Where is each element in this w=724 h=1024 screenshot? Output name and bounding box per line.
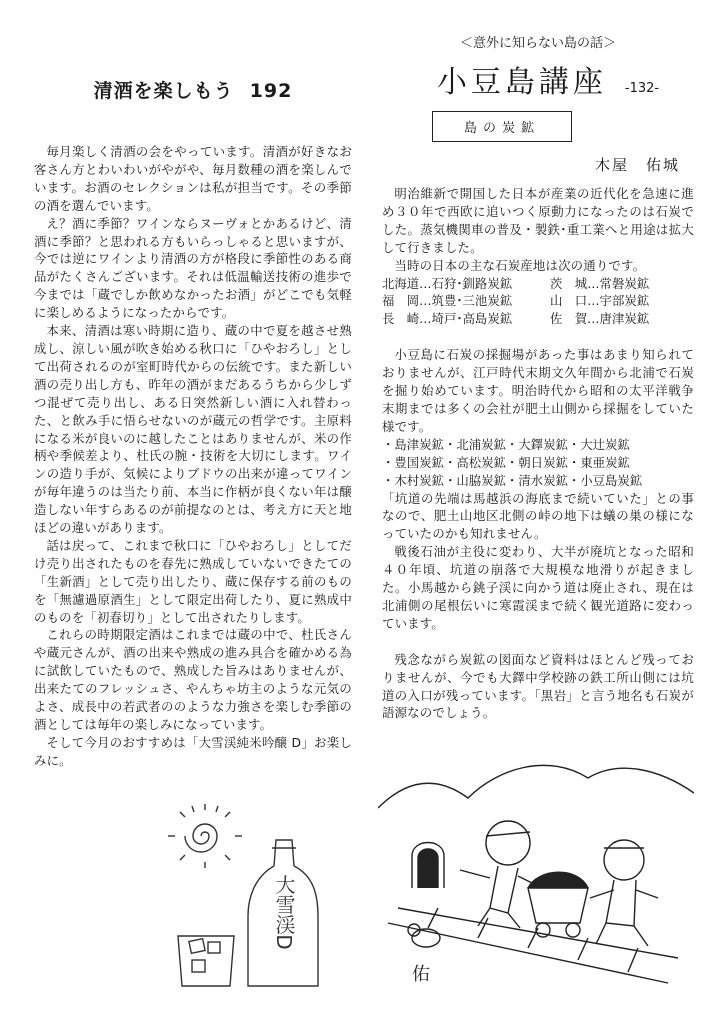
intro-paragraph: 当時の日本の主な石炭産地は次の通りです。 xyxy=(394,257,646,273)
coal-site-row xyxy=(382,310,694,328)
sake-paragraph: 毎月楽しく清酒の会をやっています。清酒が好きなお客さん方とわいわいがやがや、毎月数種の酒を楽しんでいます。お酒のセレクションは私が担当です。その季節の酒を選んでいます。 xyxy=(34,144,352,213)
coal-site-row xyxy=(382,292,694,310)
coal-site-list xyxy=(382,275,694,329)
mine-list-item: ・木村炭鉱・山脇炭鉱・清水炭鉱・小豆島炭鉱 xyxy=(382,472,643,488)
coal-site: 長 崎…埼戸･高島炭鉱 xyxy=(382,311,513,327)
sake-title-number: 192 xyxy=(249,80,293,102)
sake-paragraph: 本来、清酒は寒い時期に造り、蔵の中で夏を越させ熟成し、涼しい風が吹き始める秋口に「ひやおろし」として出荷されるのが室町時代からの伝統です。また新しい酒の売り出し方も、昨年の酒がまだあるうちから少しずつ混ぜて売り出し、ある日突然新しい酒に入れ替わった、と飲み手に悟らせないのが蔵元の哲学です。主原料になる米が良いのに越したことはありませんが、米の作柄や季候差より、杜氏の腕・技術を大切にします。ワインの造り手が、気候によりブドウの出来が違ってワインが毎年違うのは当たり前、本当に作柄が良くない年は醸造しない年すらあるのが前提なのとは、考え方に天と地ほどの違いがあります。 xyxy=(34,323,352,536)
coal-site: 佐 賀…唐津炭鉱 xyxy=(550,311,650,327)
sake-paragraph: そして今月のおすすめは「大雪渓純米吟醸 D」お楽しみに。 xyxy=(34,734,352,768)
column-header xyxy=(382,57,694,101)
sake-column-title xyxy=(34,76,352,103)
sake-paragraph: え？酒に季節？ワインならヌーヴォとかあるけど、清酒に季節？と思われる方もいらっしゃると思いますが、今では逆にワインより清酒の方が格段に季節性のある商品がたくさんございます。それは低温輸送技術の進歩で今までは「蔵でしか飲めなかったお酒」がどこでも気軽に楽しめるようになったからです。 xyxy=(34,215,352,321)
artist-signature: 佑 xyxy=(412,964,430,985)
bottle-label: 大雪渓D xyxy=(272,874,296,950)
mine-list-item: ・豊国炭鉱・高松炭鉱・朝日炭鉱・東亜炭鉱 xyxy=(382,454,630,470)
shodoshima-column xyxy=(382,32,694,722)
sake-paragraph: 話は戻って、これまで秋口に「ひやおろし」としてだけ売り出されたものを春先に熟成していないできたての「生新酒」として売り出したり、蔵に保存する前のものを「無濾過原酒生」として限定出荷したり、夏に熟成中のものを「初春切り」として出されたりします。 xyxy=(34,537,352,625)
series-subtitle: ＜意外に知らない島の話＞ xyxy=(459,36,616,51)
mine-list-item: ・島津炭鉱・北浦炭鉱・大鐸炭鉱・大辻炭鉱 xyxy=(382,436,630,452)
coal-site: 福 岡…筑豊･三池炭鉱 xyxy=(382,293,513,309)
topic-box: 島の炭鉱 xyxy=(432,111,572,142)
history-paragraph: 小豆島に石炭の採掘場があった事はあまり知られておりませんが、江戸時代末期文久年間から北浦で石炭を掘り始めています。明治時代から昭和の太平洋戦争末期までは多くの会社が肥土山側から採掘をしていた様です。 xyxy=(382,347,694,434)
coal-site-row xyxy=(382,275,694,293)
sake-bottle-drawing xyxy=(168,836,338,996)
author-name: 木屋 佑城 xyxy=(594,156,680,174)
coal-site: 茨 城…常磐炭鉱 xyxy=(550,275,650,291)
column-title: 小豆島講座 xyxy=(436,65,607,100)
sake-paragraph: これらの時期限定酒はこれまでは蔵の中で、杜氏さんや蔵元さんが、酒の出来や熟成の進み具合を確かめる為に試飲していたもので、熟成した旨みはありませんが、出来たてのフレッシュさ、やんちゃ坊主のような元気のよさ、成長中の若武者ののような力強さを楽しむ季節の酒としては毎年の楽しみになっています。 xyxy=(34,627,352,732)
coal-site: 北海道…石狩･釧路炭鉱 xyxy=(382,275,513,291)
issue-number: -132- xyxy=(624,81,660,96)
coal-site: 山 口…宇部炭鉱 xyxy=(550,293,650,309)
postwar-paragraph: 戦後石油が主役に変わり、大半が廃坑となった昭和４０年頃、坑道の崩落で大規模な地滑りが起きました。小馬越から銚子渓に向かう道は廃止され、現在は北浦側の尾根伝いに寒霞渓まで続く観光道路に変わっています。 xyxy=(382,544,694,631)
closing-paragraph: 残念ながら炭鉱の図面など資料はほとんど残っておりませんが、今でも大鐸中学校跡の鉄工所山側には坑道の入口が残っています。「黒岩」と言う地名も石炭が語源なのでしょう。 xyxy=(382,651,694,721)
sake-title-text: 清酒を楽しもう xyxy=(93,80,234,102)
sake-column xyxy=(34,76,352,770)
intro-paragraph: 明治維新で開国した日本が産業の近代化を急速に進め３０年で西欧に追いつく原動力になったのは石炭でした。蒸気機関車の普及・製鉄･重工業へと用途は拡大して行きました。 xyxy=(382,186,694,255)
tunnel-quote-paragraph: 「坑道の先端は馬越浜の海底まで続いていた」との事なので、肥土山地区北側の峠の地下は蟻の巣の様になっていたのかも知れません。 xyxy=(382,490,694,542)
coal-mine-illustration xyxy=(378,748,694,998)
